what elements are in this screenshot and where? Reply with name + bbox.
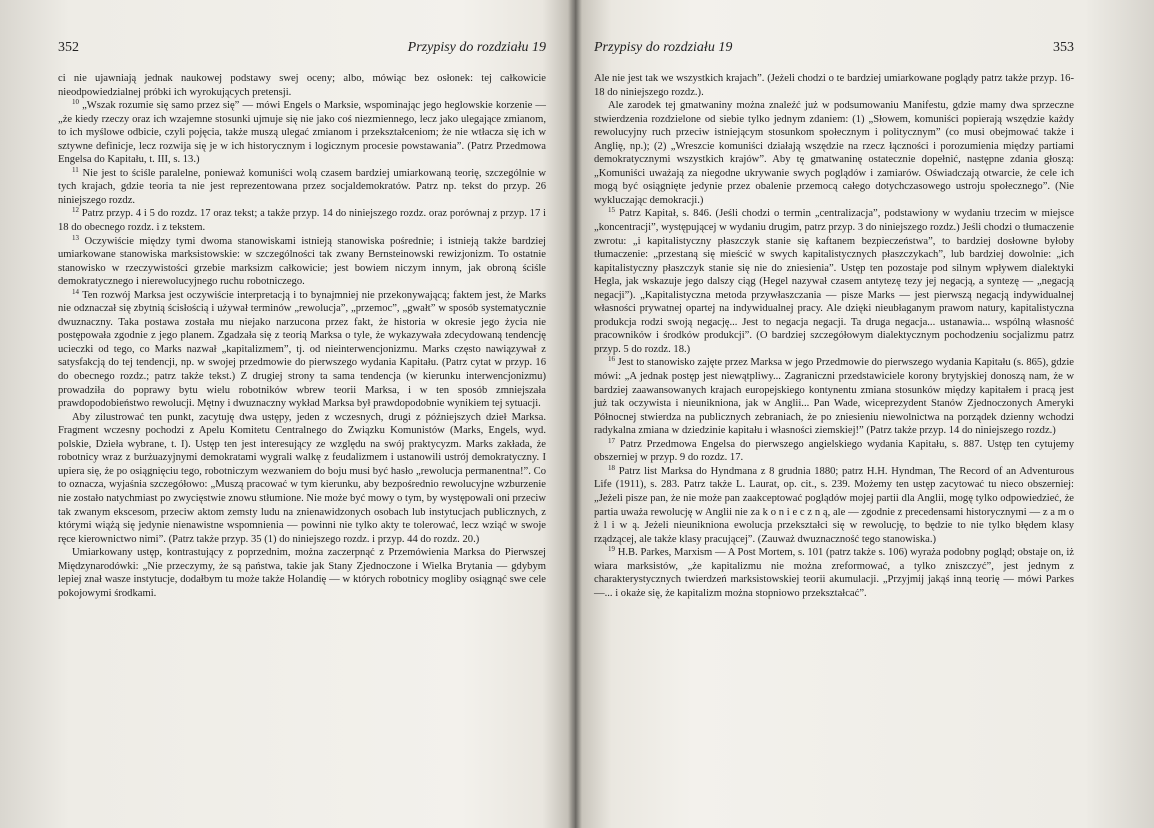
right-page-number: 353 bbox=[1053, 40, 1074, 55]
footnote-paragraph bbox=[594, 465, 1074, 546]
footnote-number: 11 bbox=[72, 165, 79, 174]
right-page-text bbox=[594, 72, 1074, 600]
footnote-paragraph bbox=[58, 289, 546, 411]
paragraph-text: Patrz przyp. 4 i 5 do rozdz. 17 oraz tekst; a także przyp. 14 do niniejszego rozdz. oraz porównaj z przyp. 17 i 18 do obecnego rozdz. i z tekstem. bbox=[58, 208, 546, 234]
left-running-title: Przypisy do rozdziału 19 bbox=[407, 40, 546, 55]
footnote-number: 16 bbox=[608, 355, 615, 364]
paragraph-text: Nie jest to ściśle paralelne, ponieważ komuniści wolą czasem bardziej umiarkowaną teorię, szczególnie w tych krajach, gdzie teoria ta nie jest reprezentowana przez socjaldemokratów. Patrz np. tekst do przyp. 26 niniejszego rozdz. bbox=[58, 167, 547, 206]
footnote-number: 18 bbox=[608, 463, 615, 472]
text-paragraph bbox=[58, 546, 546, 600]
footnote-paragraph bbox=[594, 438, 1074, 465]
paragraph-text: Jest to stanowisko zajęte przez Marksa w jego Przedmowie do pierwszego wydania Kapitału (s. 865), gdzie mówi: „A jednak postęp jest niewątpliwy... Zagraniczni przedstawiciele korony brytyjskiej donoszą nam, że w bardziej zaawansowanych krajach europejskiego kontynentu zmiana stosunków między kapitałem i pracą jest już tak oczywista i nieunikniona, jak w Anglii... Pan Wade, wiceprezydent Stanów Zjednoczonych Ameryki Północnej stwierdza na publicznych zebraniach, że po zniesieniu niewolnictwa na porządek dzienny wchodzi radykalna zmiana w dziedzinie kapitału i własności ziemskiej!” (Patrz także przyp. 14 do niniejszego rozdz.) bbox=[594, 357, 1074, 437]
left-page bbox=[58, 40, 546, 820]
footnote-number: 13 bbox=[72, 233, 79, 242]
text-paragraph bbox=[58, 72, 546, 99]
paragraph-text: Patrz list Marksa do Hyndmana z 8 grudnia 1880; patrz H.H. Hyndman, The Record of an Adventurous Life (1911), s. 283. Patrz także L. Laurat, op. cit., s. 239. Możemy ten ustęp zacytować tu nieco obszerniej: „Jeżeli pisze pan, że nie może pan zaakceptować poglądów mojej partii dla Anglii, mogę tylko odpowiedzieć, że partia uważa rewolucję w Anglii nie za k o n i e c z n ą, ale — zgodnie z precedensami historycznymi — z a m o ż l i w ą. Jeżeli nieunikniona ewolucja przekształci się w rewolucję, to będzie to nie tylko błędem klasy rządzącej, ale także klasy pracującej”. (Zauważ dwuznaczność tego stanowiska.) bbox=[594, 465, 1074, 545]
footnote-number: 17 bbox=[608, 436, 615, 445]
footnote-number: 15 bbox=[608, 206, 615, 215]
paragraph-text: Ale zarodek tej gmatwaniny można znaleźć już w podsumowaniu Manifestu, gdzie mamy dwa sprzeczne stwierdzenia rozdzielone od siebie tylko jednym zdaniem: (1) „Słowem, komuniści popierają wszędzie każdy rewolucyjny ruch przeciw istniejącym stosunkom społecznym i politycznym” (co musi obejmować także i Anglię, np.); (2) „Wreszcie komuniści działają wszędzie na rzecz łączności i porozumienia między partiami demokratycznymi wszystkich krajów”. Aby tę gmatwaninę ostatecznie dopełnić, następne zdania głoszą: „Komuniści uważają za niegodne ukrywanie swych poglądów i zamiarów. Oświadczają otwarcie, że cele ich mogą być osiągnięte jedynie przez obalenie przemocą całego dotychczasowego ustroju społecznego”. (Nie wykluczając demokracji.) bbox=[594, 100, 1074, 206]
paragraph-text: „Wszak rozumie się samo przez się” — mówi Engels o Marksie, wspominając jego heglowskie korzenie — „że kiedy rzeczy oraz ich wzajemne stosunki ujmuje się nie jako coś niezmiennego, lecz jako ulegające zmianom, to ich myślowe odbicie, czyli pojęcia, także muszą ulegać zmianom i przekształceniom; że nie wtłacza się ich w sztywne definicje, lecz rozwija się je w ich historycznym i logicznym procesie powstawania”. (Patrz Przedmowa Engelsa do Kapitału, t. III, s. 13.) bbox=[58, 100, 547, 166]
footnote-paragraph bbox=[58, 207, 546, 234]
text-paragraph bbox=[594, 99, 1074, 207]
footnote-paragraph bbox=[594, 546, 1074, 600]
book-gutter bbox=[568, 0, 582, 828]
footnote-paragraph bbox=[58, 235, 546, 289]
footnote-number: 19 bbox=[608, 545, 615, 554]
footnote-number: 14 bbox=[72, 287, 79, 296]
right-running-head bbox=[594, 40, 1074, 60]
footnote-number: 12 bbox=[72, 206, 79, 215]
footnote-paragraph bbox=[594, 207, 1074, 356]
paragraph-text: Umiarkowany ustęp, kontrastujący z poprzednim, można zaczerpnąć z Przemówienia Marksa do Pierwszej Międzynarodówki: „Nie przeczymy, że są państwa, takie jak Stany Zjednoczone i Wielka Brytania — gdybym lepiej znał wasze instytucje, dodałbym tu może także Holandię — w których robotnicy mogliby osiągnąć swe cele pokojowymi środkami. bbox=[58, 547, 546, 599]
paragraph-text: Patrz Przedmowa Engelsa do pierwszego angielskiego wydania Kapitału, s. 887. Ustęp ten cytujemy obszerniej w przyp. 9 do rozdz. 17. bbox=[594, 438, 1074, 464]
right-page bbox=[594, 40, 1074, 820]
footnote-paragraph bbox=[58, 167, 546, 208]
left-running-head bbox=[58, 40, 546, 60]
left-page-text bbox=[58, 72, 546, 600]
left-page-number: 352 bbox=[58, 40, 79, 55]
footnote-number: 10 bbox=[72, 98, 79, 107]
paragraph-text: Oczywiście między tymi dwoma stanowiskami istnieją stanowiska pośrednie; i istnieją także bardziej umiarkowane stanowiska marksistowskie: w szczególności tak zwany Bernsteinowski rewizjonizm. To ostatnie stanowisko w rzeczywistości grzebie marksizm całkowicie; jest bowiem niczym innym, jak obroną ściśle demokratycznego i nierewolucyjnego ruchu robotniczego. bbox=[58, 235, 546, 288]
paragraph-text: Ale nie jest tak we wszystkich krajach”. (Jeżeli chodzi o te bardziej umiarkowane poglądy patrz także przyp. 16-18 do niniejszego rozdz.). bbox=[594, 73, 1074, 98]
paragraph-text: Aby zilustrować ten punkt, zacytuję dwa ustępy, jeden z wczesnych, drugi z późniejszych dzieł Marksa. Fragment wczesny pochodzi z Apelu Komitetu Centralnego do Związku Komunistów (Marks, Engels, wyd. polskie, Dzieła wybrane, t. I). Ustęp ten jest interesujący ze względu na swój praktycyzm. Marks zakłada, że robotnicy wraz z burżuazyjnymi demokratami wygrali walkę z feudalizmem i ustanowili ustrój demokratyczny. I upiera się, że po osiągnięciu tego, robotniczym wezwaniem do boju musi być hasło „rewolucja permanentna!”. Co to oznacza, wyjaśnia szczegółowo: „Muszą pracować w tym kierunku, aby bezpośrednio rewolucyjne wzburzenie nie zostało natychmiast po zwycięstwie znowu stłumione. Nie może być mowy o tym, by występowali oni przeciw tak zwanym ekscesom, przeciw aktom zemsty ludu na znienawidzonych osobach lub instytucjach publicznych, z którymi wiążą się jedynie nienawistne wspomnienia — powinni nie tylko akty te tolerować, lecz wziąć w swoje ręce kierownictwo nimi”. (Patrz także przyp. 35 (1) do niniejszego rozdz. i przyp. 44 do rozdz. 20.) bbox=[58, 411, 546, 545]
paragraph-text: H.B. Parkes, Marxism — A Post Mortem, s. 101 (patrz także s. 106) wyraża podobny pogląd; obstaje on, iż wiara marksistów, „że kapitalizmu nie można zreformować, a tylko zniszczyć”, jest jednym z charakterystycznych twierdzeń marksistowskiej teorii akumulacji. „Przyjmij jakąś inną teorię — mówi Parkes —... i okaże się, że kapitalizm można stopniowo przekształcać”. bbox=[594, 547, 1074, 599]
right-running-title: Przypisy do rozdziału 19 bbox=[594, 40, 733, 55]
footnote-paragraph bbox=[58, 99, 546, 167]
paragraph-text: Ten rozwój Marksa jest oczywiście interpretacją i to bynajmniej nie przekonywającą; faktem jest, że Marks nie odznaczał się zbytnią ścisłością i używał terminów „rewolucja”, „przemoc”, „gwałt” w sposób systematycznie dwuznaczny. Taka postawa została mu niejako narzucona przez fakt, że historia w okresie jego życia nie postępowała zgodnie z jego planem. Zgadzała się z teorią Marksa o tyle, że wykazywała zdecydowaną tendencję ucieczki od tego, co Marks nazwał „kapitalizmem”, tj. od nieinterwencjonizmu. Marks często nawiązywał z satysfakcją do tej tendencji, np. w swojej przedmowie do pierwszego wydania Kapitału. (Patrz cytat w przyp. 16 do obecnego rozdz.; patrz także tekst.) Z drugiej strony ta sama tendencja (w kierunku interwencjonizmu) prowadziła do poprawy bytu wielu robotników wbrew teorii Marksa, i w ten sposób zmniejszała prawdopodobieństwo rewolucji. Mętny i dwuznaczny wykład Marksa był prawdopodobnie wynikiem tej sytuacji. bbox=[58, 289, 546, 410]
paragraph-text: Patrz Kapitał, s. 846. (Jeśli chodzi o termin „centralizacja”, podstawiony w wydaniu trzecim w miejsce „koncentracji”, występującej w wydaniu drugim, patrz przyp. 3 do niniejszego rozdz.) Jeśli chodzi o tłumaczenie zwrotu: „i kapitalistyczny płaszczyk stanie się kaftanem bezpieczeństwa”, to bardziej dosłowne byłoby tłumaczenie: „przestaną się mieścić w swych kapitalistycznych płaszczykach”, lub bardziej dowolnie: „ich kapitalistyczny płaszczyk stanie się nie do zniesienia”. Ustęp ten pozostaje pod silnym wpływem dialektyki Hegla, jak wskazuje jego dalszy ciąg (Hegel nazywał czasem antytezę tezy jej negacją, a syntezę — „negacją negacji”). „Kapitalistyczna metoda przywłaszczania — pisze Marks — jest pierwszą negacją indywidualnej własności prywatnej opartej na indywidualnej pracy. Ale dzięki nieubłaganym prawom natury, kapitalistyczna produkcja rodzi swoją negację... Jest to negacja negacji. Ta druga negacja... ustanawia... wspólną własność pracowników i środków produkcji”. (O bardziej szczegółowym dialektycznym pochodzeniu socjalizmu patrz przyp. 5 do rozdz. 18.) bbox=[594, 208, 1074, 355]
text-paragraph bbox=[58, 411, 546, 546]
text-paragraph bbox=[594, 72, 1074, 99]
paragraph-text: ci nie ujawniają jednak naukowej podstawy swej oceny; albo, mówiąc bez osłonek: tej całkowicie nieodpowiedzialnej próbki ich wyrokujących pretensji. bbox=[58, 73, 546, 98]
footnote-paragraph bbox=[594, 356, 1074, 437]
